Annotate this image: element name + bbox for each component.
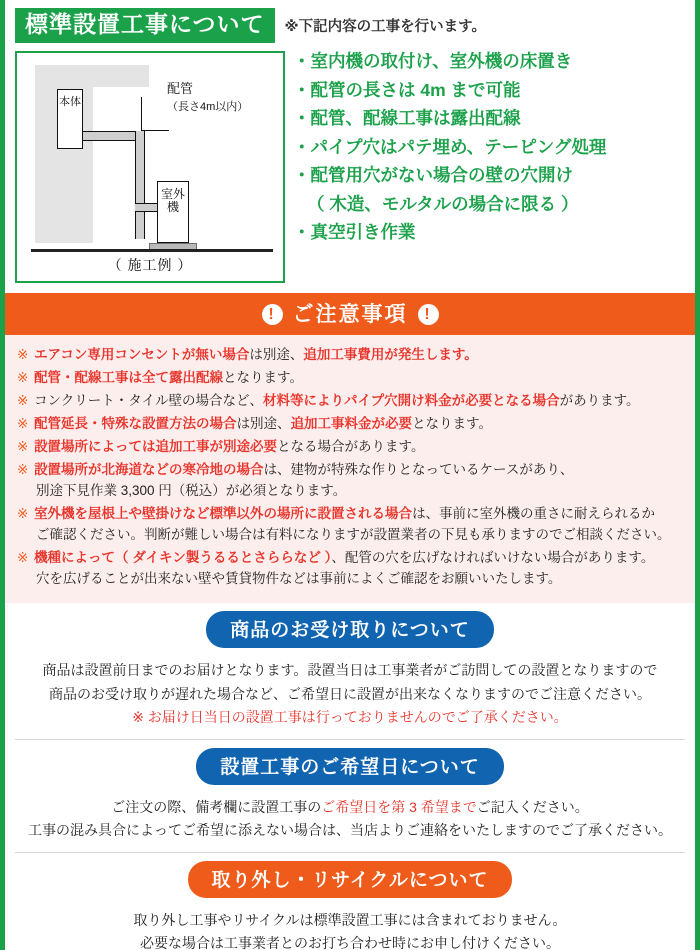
standard-work-bullet-list — [293, 51, 685, 253]
caution-mark-icon: ※ — [17, 438, 33, 454]
diagram-indoor-unit-label: 本体 — [57, 89, 83, 149]
preferred-date-line2: 工事の混み具合によってご希望に添えない場合は、当店よりご連絡をいたしますのでご了承ください。 — [28, 821, 672, 838]
diagram-pipe-vertical — [135, 131, 145, 239]
preferred-date-line1-highlight: ご希望日を第 3 希望まで — [321, 798, 477, 815]
preferred-date-line1-a: ご注文の際、備考欄に設置工事の — [111, 798, 322, 815]
caution-note-line — [17, 550, 654, 565]
receiving-section — [5, 603, 695, 738]
receiving-body — [5, 648, 695, 738]
installation-diagram — [15, 51, 285, 283]
caution-note-line — [17, 506, 655, 521]
receiving-warning — [17, 706, 683, 729]
caution-note-line — [17, 393, 640, 408]
preferred-date-line1-c: ご記入ください。 — [476, 798, 589, 815]
removal-recycle-line: 取り外し工事やリサイクルは標準設置工事には含まれておりません。 — [133, 911, 567, 928]
bullet-item: ・配管、配線工事は露出配線 — [293, 108, 521, 129]
diagram-floor-line — [31, 249, 273, 252]
receiving-line: 商品は設置前日までのお届けとなります。設置当日は工事業者がご訪問しての設置となりますので — [42, 662, 658, 679]
caution-note — [17, 414, 683, 435]
caution-text: は別途、 — [236, 416, 291, 432]
cautions-banner — [5, 293, 695, 335]
caution-text: 、配管の穴を広げなければいけない場合があります。 — [331, 549, 655, 565]
receiving-banner: 商品のお受け取りについて — [206, 611, 494, 648]
diagram-pipe-callout-sub: （長さ4m以内） — [167, 100, 249, 113]
caution-text: があります。 — [559, 393, 640, 409]
caution-highlight-text: 設置場所が北海道などの寒冷地の場合 — [34, 461, 264, 477]
cautions-banner-label: ご注意事項 — [292, 303, 408, 327]
caution-note — [17, 460, 683, 502]
bullet-item: ・室内機の取付け、室外機の床置き — [293, 51, 573, 72]
bullet-item: ・配管用穴がない場合の壁の穴開け — [293, 165, 573, 186]
caution-text: ご確認ください。判断が難しい場合は有料になりますが設置業者の下見も承りますのでご相談ください。 — [36, 526, 671, 542]
receiving-warning-text: お届け日当日の設置工事は行っておりませんのでご了承ください。 — [147, 708, 568, 725]
standard-installation-section — [5, 0, 695, 289]
caution-text: は、建物が特殊な作りとなっているケースがあり、 — [263, 461, 574, 477]
caution-highlight-text: 材料等によりパイプ穴開け料金が必要となる場合 — [263, 393, 560, 409]
preferred-date-body — [5, 785, 695, 852]
caution-note-line — [17, 569, 683, 590]
diagram-outdoor-unit-label: 室外機 — [157, 181, 189, 243]
caution-text: コンクリート・タイル壁の場合など、 — [34, 393, 264, 409]
caution-note — [17, 345, 683, 366]
caution-text: となる場合があります。 — [277, 438, 425, 454]
exclamation-icon: ! — [418, 304, 439, 325]
caution-highlight-text: 配管・配線工事は全て — [34, 370, 170, 386]
bullet-item: ・パイプ穴はパテ埋め、テーピング処理 — [293, 136, 607, 157]
caution-mark-icon: ※ — [17, 416, 33, 432]
section1-title: 標準設置工事について — [15, 8, 275, 43]
caution-note-line — [17, 481, 683, 502]
preferred-date-line1 — [17, 796, 683, 819]
section1-header — [15, 8, 685, 43]
diagram-ceiling-shape — [93, 65, 149, 87]
preferred-date-banner: 設置工事のご希望日について — [196, 748, 504, 785]
caution-note — [17, 391, 683, 412]
caution-note-line — [17, 439, 424, 454]
diagram-leader-line — [141, 97, 169, 131]
caution-note-line — [17, 462, 573, 477]
caution-text: となります。 — [223, 370, 303, 386]
caution-mark-icon: ※ — [17, 347, 33, 363]
caution-note-line — [17, 347, 478, 362]
removal-recycle-line: 必要な場合は工事業者とのお打ち合わせ時にお申し付けください。 — [140, 935, 560, 950]
caution-highlight-text: 配管延長・特殊な設置方法の場合 — [34, 416, 237, 432]
diagram-pipe-callout-title: 配管 — [167, 81, 194, 97]
diagram-pipe-horizontal — [83, 131, 137, 141]
removal-recycle-body — [5, 898, 695, 950]
caution-text: 穴を広げることが出来ない壁や賃貸物件などは事前によくご確認をお願いいたします。 — [36, 570, 562, 586]
caution-highlight-text: 機種によって（ ダイキン製うるるとさららなど ） — [34, 549, 332, 565]
caution-note — [17, 368, 683, 389]
caution-highlight-text: 室外機を屋根上や壁掛けなど標準以外の場所に設置される場合 — [34, 505, 413, 521]
caution-note — [17, 437, 683, 458]
caution-note — [17, 504, 683, 546]
bullet-item: ・配管の長さは 4m まで可能 — [293, 79, 521, 100]
caution-text: は、事前に室外機の重さに耐えられるか — [412, 505, 656, 521]
caution-note — [17, 548, 683, 590]
cautions-list — [5, 335, 695, 603]
caution-text: は別途、 — [249, 347, 304, 363]
caution-mark-icon: ※ — [17, 461, 33, 477]
cautions-section — [5, 293, 695, 603]
diagram-pipe-to-outdoor — [135, 203, 159, 212]
caution-note-line — [17, 525, 683, 546]
section1-body — [15, 51, 685, 283]
caution-note-line — [17, 370, 303, 385]
caution-mark-icon: ※ — [17, 393, 33, 409]
removal-recycle-banner: 取り外し・リサイクルについて — [188, 861, 513, 898]
caution-text: となります。 — [412, 416, 492, 432]
preferred-date-section — [5, 740, 695, 852]
bullet-item: ・真空引き作業 — [293, 222, 416, 243]
diagram-pipe-callout — [167, 81, 248, 114]
caution-highlight-text: 追加工事費用が発生します。 — [303, 347, 478, 363]
caution-text: 別途下見作業 3,300 円（税込）が必須となります。 — [36, 482, 347, 498]
diagram-caption: （ 施工例 ） — [107, 257, 193, 274]
caution-highlight-text: 設置場所によっては追加工事が別途必要 — [34, 438, 278, 454]
caution-highlight-text: 露出配線 — [169, 370, 224, 386]
bullet-item: （ 木造、モルタルの場合に限る ） — [307, 193, 579, 214]
exclamation-icon: ! — [262, 304, 283, 325]
section1-subtitle: ※下記内容の工事を行います。 — [284, 19, 486, 36]
caution-mark-icon: ※ — [17, 549, 33, 565]
removal-recycle-section — [5, 853, 695, 950]
receiving-line: 商品のお受け取りが遅れた場合など、ご希望日に設置が出来なくなりますのでご注意ください。 — [49, 685, 651, 702]
receiving-warning-mark: ※ — [132, 708, 144, 725]
caution-mark-icon: ※ — [17, 505, 33, 521]
caution-highlight-text: 追加工事料金が必要 — [290, 416, 413, 432]
caution-note-line — [17, 416, 492, 431]
caution-highlight-text: エアコン専用コンセントが無い場合 — [34, 347, 250, 363]
caution-mark-icon: ※ — [17, 370, 33, 386]
